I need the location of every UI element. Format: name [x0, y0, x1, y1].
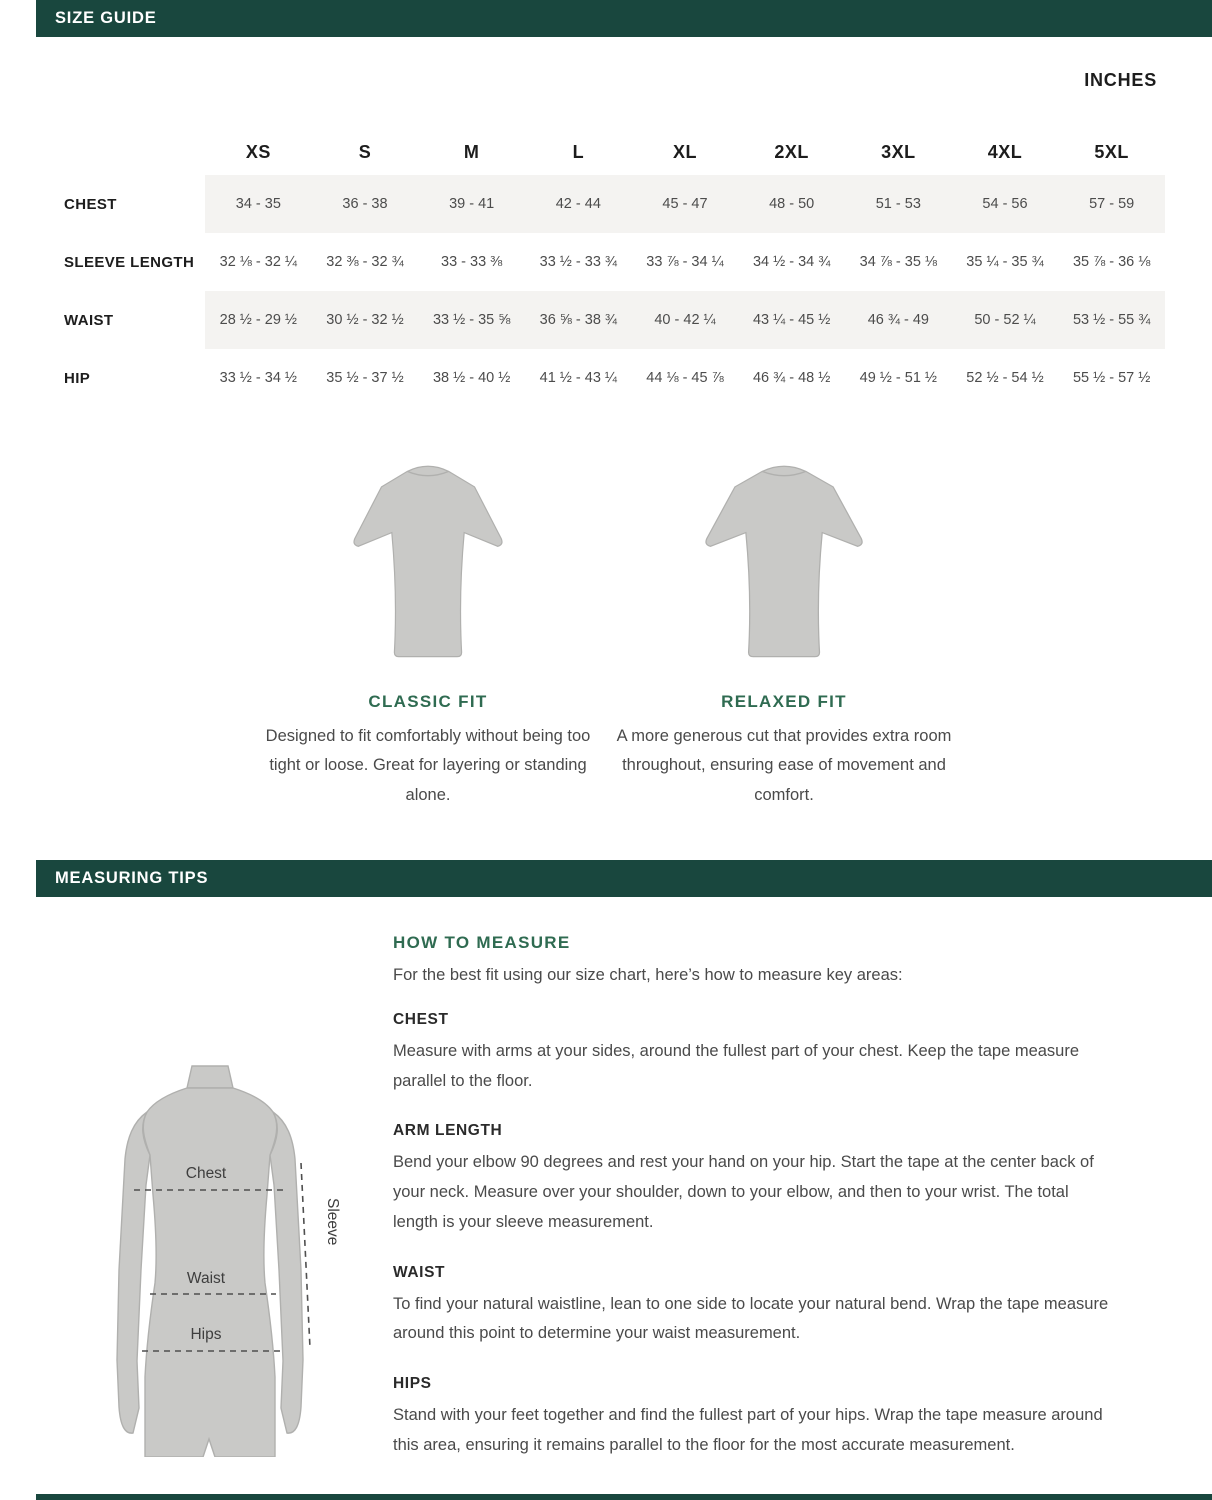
- size-cell: 57 - 59: [1058, 175, 1165, 233]
- size-cell: 30 ½ - 32 ½: [312, 291, 419, 349]
- figure-neck: [187, 1066, 233, 1088]
- relaxed-fit-card: [608, 449, 960, 810]
- measurement-figure-illustration: [76, 1065, 348, 1457]
- size-cell: 50 - 52 ¼: [952, 291, 1059, 349]
- size-cell: 33 ½ - 34 ½: [219, 370, 298, 386]
- how-to-measure-content: [393, 897, 1115, 1460]
- measure-section-heading-chest: CHEST: [393, 1011, 449, 1029]
- size-cell: 39 - 41: [418, 175, 525, 233]
- size-row-label: CHEST: [55, 175, 205, 233]
- measuring-section: [0, 897, 1212, 1492]
- size-cell: 38 ½ - 40 ½: [432, 370, 511, 386]
- size-cell: 33 ½ - 33 ¾: [539, 254, 618, 270]
- size-col-header: XS: [245, 141, 271, 162]
- size-cell: 49 ½ - 51 ½: [859, 370, 938, 386]
- size-row-label: SLEEVE LENGTH: [55, 233, 205, 291]
- waist-diagram-label: Waist: [186, 1270, 226, 1288]
- size-cell: 40 - 42 ¼: [632, 291, 739, 349]
- size-cell: 34 - 35: [205, 175, 312, 233]
- size-table-header-row: [55, 129, 1165, 175]
- chest-diagram-label: Chest: [185, 1165, 227, 1183]
- next-section-bar: [36, 1494, 1212, 1500]
- size-table: [55, 129, 1165, 407]
- size-guide-title: SIZE GUIDE: [55, 9, 157, 27]
- size-cell: 35 ½ - 37 ½: [326, 370, 404, 386]
- measure-section-body-hips: Stand with your feet together and find the fullest part of your hips. Wrap the tape measure around this area, ensuring it remains parallel to the floor for the most accurate measurement.: [393, 1405, 1103, 1454]
- size-col-header: 5XL: [1094, 141, 1129, 162]
- how-to-measure-heading: HOW TO MEASURE: [393, 933, 571, 953]
- measuring-tips-bar: [36, 860, 1212, 897]
- size-cell: 36 - 38: [312, 175, 419, 233]
- table-row: [55, 233, 1165, 291]
- size-cell: 33 ½ - 35 ⅝: [418, 291, 525, 349]
- size-col-header: S: [358, 141, 372, 162]
- size-guide-bar: [36, 0, 1212, 37]
- size-cell: 42 - 44: [525, 175, 632, 233]
- size-table-corner: [55, 129, 205, 175]
- measuring-tips-title: MEASURING TIPS: [55, 869, 209, 888]
- size-col-header: L: [572, 141, 585, 162]
- size-cell: 45 - 47: [632, 175, 739, 233]
- size-cell: 48 - 50: [738, 175, 845, 233]
- size-row-label: HIP: [55, 349, 205, 407]
- size-col-header: 2XL: [774, 141, 809, 162]
- size-cell: 41 ½ - 43 ¼: [539, 370, 618, 386]
- classic-fit-card: [252, 449, 604, 810]
- measure-section-body-waist: To find your natural waistline, lean to one side to locate your natural bend. Wrap the tape measure around this point to determine your waist measurement.: [393, 1294, 1109, 1343]
- size-cell: 51 - 53: [845, 175, 952, 233]
- how-to-measure-intro: For the best fit using our size chart, here’s how to measure key areas:: [393, 966, 903, 985]
- size-cell: 32 ⅜ - 32 ¾: [326, 254, 404, 270]
- measure-section-heading-arm-length: ARM LENGTH: [393, 1122, 503, 1140]
- table-row: [55, 175, 1165, 233]
- size-col-header: 4XL: [987, 141, 1023, 162]
- size-col-header: M: [463, 141, 480, 162]
- units-label: INCHES: [1084, 70, 1157, 90]
- size-cell: 33 ⅞ - 34 ¼: [646, 254, 724, 270]
- size-cell: 35 ¼ - 35 ¾: [966, 254, 1044, 270]
- fit-comparison: [0, 449, 1212, 810]
- fit-name: RELAXED FIT: [721, 692, 847, 711]
- size-cell: 54 - 56: [952, 175, 1059, 233]
- size-cell: 46 ¾ - 49: [845, 291, 952, 349]
- measure-section-body-arm-length: Bend your elbow 90 degrees and rest your hand on your hip. Start the tape at the center back of your neck. Measure over your shoulder, down to your elbow, and then to your wrist. The total length is your sleeve measurement.: [393, 1153, 1094, 1231]
- size-col-header: 3XL: [881, 141, 916, 162]
- size-row-label: WAIST: [55, 291, 205, 349]
- measure-section-body-chest: Measure with arms at your sides, around the fullest part of your chest. Keep the tape measure parallel to the floor.: [393, 1042, 1080, 1090]
- size-cell: 32 ⅛ - 32 ¼: [219, 254, 298, 270]
- classic-fit-shirt-illustration: [333, 449, 523, 673]
- size-cell: 36 ⅝ - 38 ¾: [525, 291, 632, 349]
- fit-description: Designed to fit comfortably without being too tight or loose. Great for layering or standing alone.: [265, 727, 591, 804]
- sleeve-diagram-label: Sleeve: [324, 1198, 341, 1246]
- hips-diagram-label: Hips: [190, 1326, 222, 1344]
- size-cell: 53 ½ - 55 ¾: [1058, 291, 1165, 349]
- fit-description: A more generous cut that provides extra room throughout, ensuring ease of movement and comfort.: [616, 727, 952, 804]
- size-cell: 34 ½ - 34 ¾: [752, 254, 831, 270]
- size-cell: 33 - 33 ⅜: [441, 254, 503, 270]
- size-cell: 55 ½ - 57 ½: [1072, 370, 1151, 386]
- relaxed-fit-shirt-illustration: [689, 449, 879, 673]
- size-cell: 28 ½ - 29 ½: [205, 291, 312, 349]
- table-row: [55, 349, 1165, 407]
- size-cell: 44 ⅛ - 45 ⅞: [646, 370, 724, 386]
- size-cell: 52 ½ - 54 ½: [966, 370, 1044, 386]
- size-cell: 43 ¼ - 45 ½: [738, 291, 845, 349]
- size-col-header: XL: [672, 141, 697, 162]
- fit-name: CLASSIC FIT: [368, 692, 488, 711]
- table-row: [55, 291, 1165, 349]
- size-cell: 34 ⅞ - 35 ⅛: [859, 254, 938, 270]
- size-cell: 35 ⅞ - 36 ⅛: [1072, 254, 1151, 270]
- measure-section-heading-waist: WAIST: [393, 1263, 446, 1281]
- size-cell: 46 ¾ - 48 ½: [752, 370, 831, 386]
- measure-section-heading-hips: HIPS: [393, 1374, 432, 1392]
